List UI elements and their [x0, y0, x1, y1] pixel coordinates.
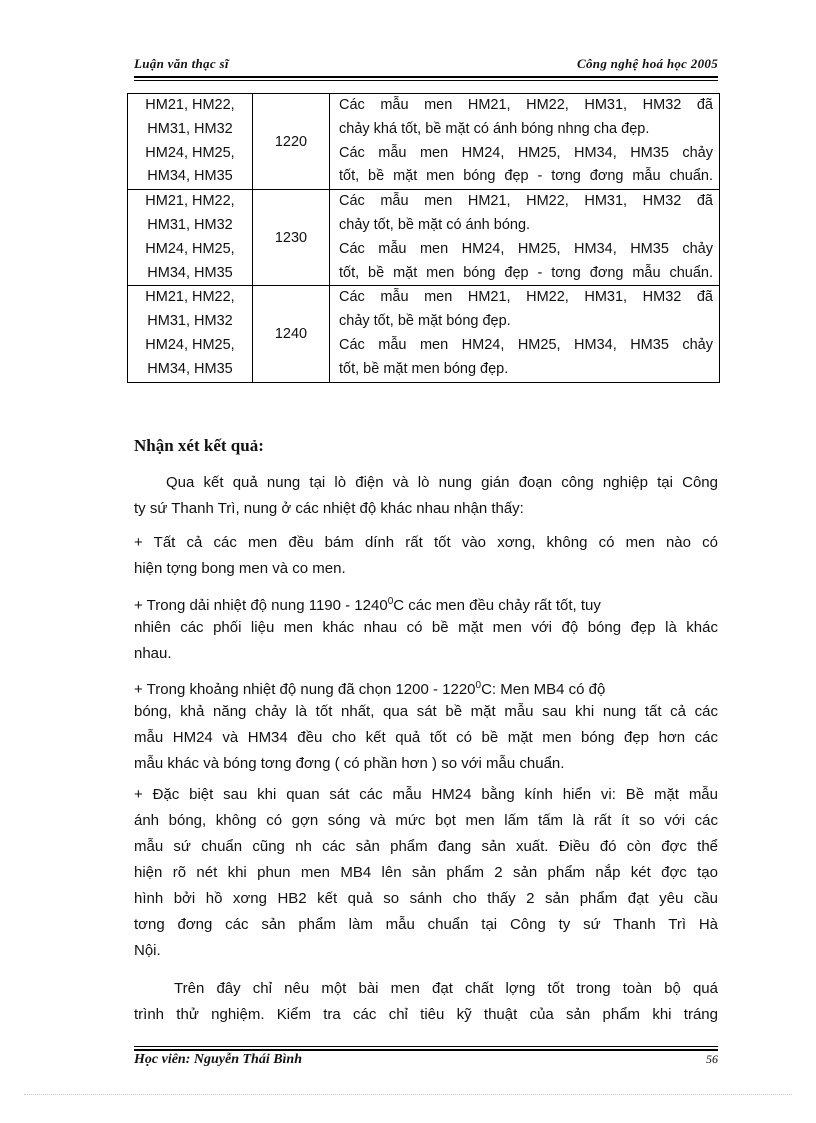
paragraph-line: nhiên các phối liệu men khác nhau có bề mặt men với độ bóng đẹp là khác	[134, 619, 718, 636]
paragraph-line: ty sứ Thanh Trì, nung ở các nhiệt độ khác nhau nhận thấy:	[134, 500, 524, 517]
paragraph-line: hình bởi hồ xơng HB2 kết quả so sánh cho thấy 2 sản phẩm đạt yêu cầu	[134, 890, 718, 907]
body-paragraphs	[134, 782, 718, 964]
description-cell: Các mẫu men HM21, HM22, HM31, HM32 đã chảy tốt, bề mặt có ánh bóng. Các mẫu men HM24, HM25, HM34, HM35 chảy tốt, bề mặt men bóng đẹp - tơng đơng mẫu chuẩn.	[330, 190, 720, 286]
description-cell: Các mẫu men HM21, HM22, HM31, HM32 đã chảy tốt, bề mặt bóng đẹp. Các mẫu men HM24, HM25, HM34, HM35 chảy tốt, bề mặt men bóng đẹp.	[330, 286, 720, 382]
paragraph-line: mẫu HM24 và HM34 đều cho kết quả tốt có bề mặt men bóng đẹp hơn các	[134, 729, 718, 746]
body-paragraphs	[134, 976, 718, 1028]
temperature-cell: 1220	[253, 94, 330, 190]
samples-cell: HM21, HM22, HM31, HM32 HM24, HM25, HM34, HM35	[128, 286, 253, 382]
paragraph-line: Nội.	[134, 942, 161, 959]
results-table	[127, 93, 720, 383]
paragraph-line: tơng đơng các sản phẩm làm mẫu chuẩn tại Công ty sứ Thanh Trì Hà	[134, 916, 718, 933]
samples-cell: HM21, HM22, HM31, HM32 HM24, HM25, HM34, HM35	[128, 190, 253, 286]
body-paragraphs	[134, 530, 718, 582]
footer-rule-thin	[134, 1046, 718, 1047]
temperature-cell: 1230	[253, 190, 330, 286]
paragraph-line: nhau.	[134, 645, 172, 662]
paragraph-line: + Đặc biệt sau khi quan sát các mẫu HM24 bằng kính hiển vi: Bề mặt mẫu	[134, 786, 718, 803]
paragraph-line: mẫu khác và bóng tơng đơng ( có phần hơn ) so với mẫu chuẩn.	[134, 755, 565, 772]
body-paragraphs	[134, 673, 718, 777]
paragraph-line: mẫu sứ chuẩn cũng nh các sản phẩm đang sản xuất. Điều đó còn đợc thể	[134, 838, 718, 855]
paragraph-line: Qua kết quả nung tại lò điện và lò nung gián đoạn công nghiệp tại Công	[166, 474, 718, 491]
body-paragraphs	[134, 589, 718, 667]
description-cell: Các mẫu men HM21, HM22, HM31, HM32 đã chảy khá tốt, bề mặt có ánh bóng nhng cha đẹp. Các mẫu men HM24, HM25, HM34, HM35 chảy tốt, bề mặt men bóng đẹp - tơng đơng mẫu chuẩn.	[330, 94, 720, 190]
footer-author: Học viên: Nguyễn Thái Bình	[134, 1052, 303, 1067]
header-rule-thin	[134, 80, 718, 81]
body-paragraphs	[134, 470, 718, 522]
table-row	[128, 190, 720, 286]
paragraph-line: trình thử nghiệm. Kiểm tra các chỉ tiêu kỹ thuật của sản phẩm khi tráng	[134, 1006, 718, 1023]
table-row	[128, 94, 720, 190]
paragraph-line: hiện tợng bong men và co men.	[134, 560, 346, 577]
page-number: 56	[706, 1052, 718, 1066]
paragraph-line: + Tất cả các men đều bám dính rất tốt vào xơng, không có men nào có	[134, 534, 718, 551]
paragraph-line: + Trong dải nhiệt độ nung 1190 - 1240$^0$C các men đều chảy rất tốt, tuy	[134, 596, 601, 614]
paragraph-line: bóng, khả năng chảy là tốt nhất, qua sát bề mặt mẫu sau khi nung tất cả các	[134, 703, 718, 720]
page-edge-divider	[24, 1094, 792, 1095]
header-rule	[134, 76, 718, 78]
paragraph-line: hiện rõ nét khi phun men MB4 lên sản phẩm 2 sản phẩm nắp két đợc tạo	[134, 864, 718, 881]
table-row	[128, 286, 720, 382]
page-footer	[134, 1052, 718, 1074]
footer-rule	[134, 1049, 718, 1051]
temperature-cell: 1240	[253, 286, 330, 382]
section-heading: Nhận xét kết quả:	[134, 436, 264, 455]
paragraph-line: ánh bóng, không có gợn sóng và mức bọt men lấm tấm là rất ít so với các	[134, 812, 718, 829]
header-right: Công nghệ hoá học 2005	[577, 56, 718, 71]
paragraph-line: + Trong khoảng nhiệt độ nung đã chọn 1200 - 1220$^0$C: Men MB4 có độ	[134, 680, 606, 698]
header-left: Luận văn thạc sĩ	[134, 56, 229, 71]
samples-cell: HM21, HM22, HM31, HM32 HM24, HM25, HM34, HM35	[128, 94, 253, 190]
paragraph-line: Trên đây chỉ nêu một bài men đạt chất lợng tốt trong toàn bộ quá	[174, 980, 718, 997]
